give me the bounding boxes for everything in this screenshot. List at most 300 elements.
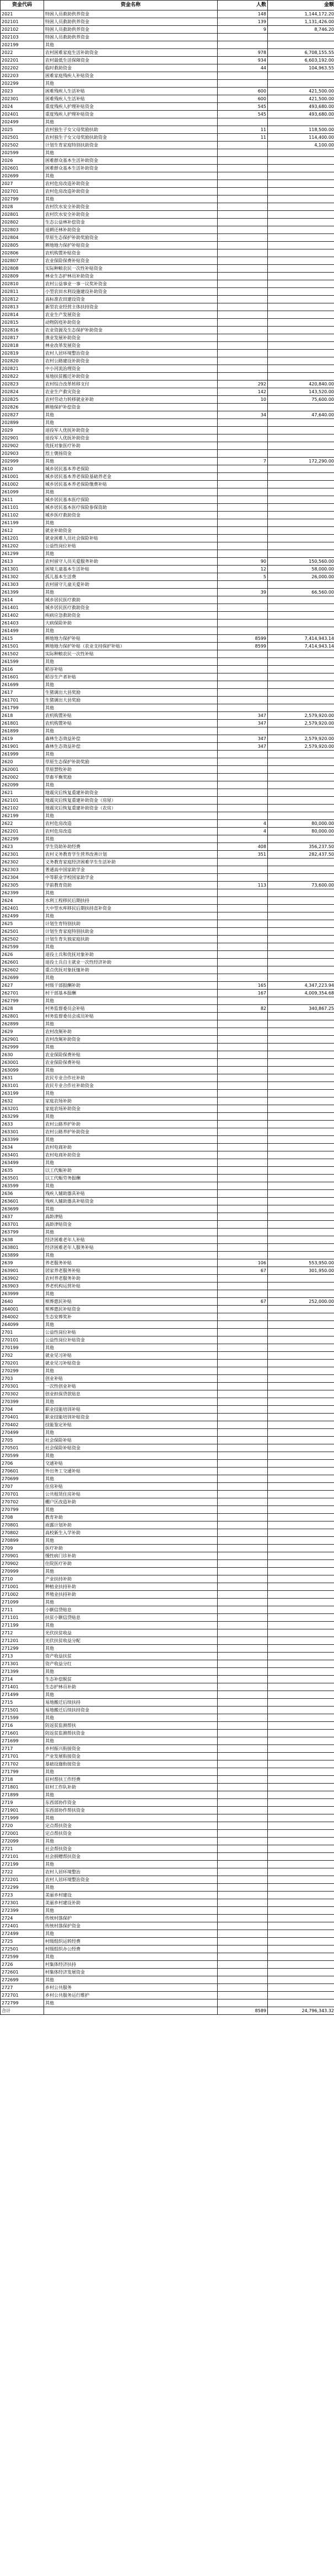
cell-code: 2610 [1, 465, 44, 473]
cell-count [218, 1329, 268, 1336]
cell-count [218, 1660, 268, 1668]
cell-count [218, 1575, 268, 1583]
cell-code: 271401 [1, 1683, 44, 1691]
cell-count: 148 [218, 10, 268, 18]
cell-count [218, 1845, 268, 1853]
cell-count [218, 1614, 268, 1622]
table-row [1, 1568, 334, 1575]
cell-count [218, 959, 268, 966]
cell-name: 其他 [44, 1044, 218, 1051]
cell-count: 39 [218, 589, 268, 596]
cell-count [218, 1182, 268, 1190]
cell-amount [268, 1452, 334, 1460]
cell-code: 271501 [1, 1707, 44, 1714]
table-row [1, 1622, 334, 1629]
cell-amount [268, 1313, 334, 1321]
cell-amount: 80,000.00 [268, 828, 334, 835]
cell-code: 270899 [1, 1537, 44, 1545]
cell-code: 270499 [1, 1429, 44, 1437]
table-row [1, 41, 334, 49]
cell-code: 271101 [1, 1614, 44, 1622]
cell-name: 扶贫小额信贷贴息 [44, 1614, 218, 1622]
table-row [1, 149, 334, 157]
table-row [1, 1082, 334, 1090]
cell-code: 261303 [1, 581, 44, 589]
cell-name: 疾病应急救助资金 [44, 612, 218, 619]
cell-name: 农业资源及生态保护补助资金 [44, 327, 218, 334]
cell-amount [268, 165, 334, 172]
cell-code: 261999 [1, 751, 44, 758]
cell-code: 2624 [1, 897, 44, 905]
cell-amount [268, 805, 334, 812]
cell-name: 水利工程移民后期扶持 [44, 897, 218, 905]
cell-code: 261299 [1, 550, 44, 558]
table-row [1, 273, 334, 280]
cell-count [218, 550, 268, 558]
table-row [1, 1290, 334, 1298]
table-row [1, 1213, 334, 1221]
cell-count: 600 [218, 88, 268, 95]
cell-count: 11 [218, 134, 268, 142]
cell-count [218, 1406, 268, 1414]
cell-count [218, 1390, 268, 1398]
cell-code: 202202 [1, 64, 44, 72]
cell-code: 2623 [1, 843, 44, 851]
table-row [1, 1645, 334, 1653]
cell-count [218, 1128, 268, 1136]
cell-code: 261501 [1, 643, 44, 650]
cell-name: 其他 [44, 1714, 218, 1722]
cell-count [218, 242, 268, 249]
cell-amount: 493,680.00 [268, 103, 334, 111]
cell-count [218, 1213, 268, 1221]
cell-amount [268, 1252, 334, 1259]
cell-amount [268, 450, 334, 458]
cell-count [218, 1444, 268, 1452]
cell-count: 347 [218, 712, 268, 720]
table-row [1, 1190, 334, 1198]
cell-amount [268, 1622, 334, 1629]
cell-count [218, 1421, 268, 1429]
cell-name: 其他 [44, 974, 218, 982]
cell-code: 202821 [1, 365, 44, 373]
cell-amount [268, 1768, 334, 1776]
cell-code: 202813 [1, 303, 44, 311]
table-row [1, 280, 334, 288]
cell-count [218, 774, 268, 781]
cell-count [218, 249, 268, 257]
cell-amount [268, 951, 334, 959]
cell-name: 就业见习补贴资金 [44, 1360, 218, 1367]
cell-amount [268, 1506, 334, 1514]
cell-amount: 421,500.00 [268, 88, 334, 95]
cell-amount [268, 1097, 334, 1105]
header-amount: 金额 [268, 1, 334, 10]
table-row [1, 419, 334, 427]
cell-amount: 66,560.00 [268, 589, 334, 596]
cell-amount [268, 1868, 334, 1876]
cell-amount: 143,520.00 [268, 388, 334, 396]
cell-name: 特困人员救助供养资金 [44, 26, 218, 34]
cell-code: 272201 [1, 1876, 44, 1884]
cell-count [218, 1290, 268, 1298]
cell-code: 2639 [1, 1259, 44, 1267]
cell-amount [268, 1676, 334, 1683]
cell-count [218, 211, 268, 219]
cell-code: 262299 [1, 835, 44, 843]
cell-count [218, 1236, 268, 1244]
cell-name: 农机购置补贴 [44, 720, 218, 727]
table-row [1, 1498, 334, 1506]
cell-code: 262002 [1, 774, 44, 781]
cell-code: 202599 [1, 149, 44, 157]
cell-count [218, 951, 268, 959]
cell-count: 292 [218, 381, 268, 388]
cell-amount [268, 781, 334, 789]
cell-code: 202299 [1, 80, 44, 88]
table-row [1, 180, 334, 188]
cell-count [218, 1992, 268, 1999]
table-row [1, 1768, 334, 1776]
table-row [1, 1406, 334, 1414]
cell-code: 2638 [1, 1236, 44, 1244]
cell-amount [268, 1830, 334, 1838]
cell-code: 271702 [1, 1760, 44, 1768]
table-row [1, 1791, 334, 1799]
table-row [1, 142, 334, 149]
cell-amount [268, 296, 334, 303]
cell-amount [268, 1521, 334, 1529]
cell-count: 67 [218, 1298, 268, 1306]
cell-count [218, 219, 268, 226]
cell-code: 202301 [1, 95, 44, 103]
cell-count [218, 1306, 268, 1313]
cell-code: 202824 [1, 388, 44, 396]
cell-name: 小型农田水利设施建设补助资金 [44, 288, 218, 296]
table-row [1, 288, 334, 296]
table-row [1, 1760, 334, 1768]
cell-count [218, 512, 268, 519]
cell-code: 2024 [1, 103, 44, 111]
cell-amount: 356,237.50 [268, 843, 334, 851]
cell-code: 272001 [1, 1830, 44, 1838]
cell-amount [268, 1144, 334, 1151]
cell-amount [268, 1876, 334, 1884]
table-row [1, 242, 334, 249]
cell-code: 262502 [1, 936, 44, 943]
cell-code: 202499 [1, 118, 44, 126]
cell-amount [268, 1814, 334, 1822]
cell-amount [268, 1606, 334, 1614]
cell-count [218, 912, 268, 920]
cell-amount [268, 673, 334, 681]
cell-name: 重度残疾人护理补贴资金 [44, 103, 218, 111]
cell-code: 2625 [1, 920, 44, 928]
cell-count: 7 [218, 458, 268, 465]
cell-code: 2613 [1, 558, 44, 566]
table-row [1, 812, 334, 820]
cell-name: 退役军人优抚补助资金 [44, 427, 218, 434]
cell-count [218, 527, 268, 535]
cell-amount [268, 1013, 334, 1020]
cell-name: 农村人居环境整治 [44, 1868, 218, 1876]
table-row [1, 450, 334, 458]
cell-amount [268, 1714, 334, 1722]
table-row [1, 1121, 334, 1128]
cell-count [218, 1105, 268, 1113]
cell-count [218, 812, 268, 820]
cell-count [218, 704, 268, 712]
cell-name: 生态公益林补偿资金 [44, 219, 218, 226]
cell-name: 农村电商补助 [44, 1144, 218, 1151]
cell-count [218, 519, 268, 527]
table-row [1, 1637, 334, 1645]
table-row [1, 1545, 334, 1552]
cell-name: 其他 [44, 704, 218, 712]
table-row [1, 519, 334, 527]
cell-code: 261302 [1, 573, 44, 581]
cell-code: 262601 [1, 959, 44, 966]
table-row [1, 1907, 334, 1915]
cell-code: 202502 [1, 142, 44, 149]
cell-code: 271801 [1, 1784, 44, 1791]
cell-count [218, 118, 268, 126]
cell-code: 202814 [1, 311, 44, 319]
cell-count [218, 1097, 268, 1105]
cell-code: 271999 [1, 1814, 44, 1822]
cell-name: 其他 [44, 1599, 218, 1606]
cell-amount: 104,963.55 [268, 64, 334, 72]
cell-name: 计划生育家庭特别扶助资金 [44, 142, 218, 149]
cell-code: 270599 [1, 1452, 44, 1460]
cell-code: 261599 [1, 658, 44, 666]
cell-amount [268, 427, 334, 434]
cell-name: 农业保险保费补贴 [44, 1051, 218, 1059]
cell-code: 261101 [1, 504, 44, 512]
cell-code: 202203 [1, 72, 44, 80]
cell-code: 2619 [1, 735, 44, 743]
cell-count [218, 1059, 268, 1067]
table-row [1, 735, 334, 743]
cell-count [218, 1313, 268, 1321]
cell-name: 高校新生入学补助 [44, 1529, 218, 1537]
cell-count [218, 327, 268, 334]
cell-name: 学前教育资助 [44, 882, 218, 889]
cell-amount [268, 1999, 334, 2007]
cell-name: 退役士兵自主就业一次性经济补助 [44, 959, 218, 966]
cell-amount [268, 319, 334, 327]
table-row [1, 627, 334, 635]
cell-code: 263101 [1, 1082, 44, 1090]
cell-amount [268, 1807, 334, 1814]
cell-amount: 252,000.00 [268, 1298, 334, 1306]
table-row [1, 689, 334, 697]
cell-count [218, 1282, 268, 1290]
table-row [1, 458, 334, 465]
cell-name: 城乡居民医疗救助资金 [44, 604, 218, 612]
cell-count: 106 [218, 1259, 268, 1267]
cell-count [218, 1028, 268, 1036]
cell-count [218, 1599, 268, 1606]
cell-amount [268, 1175, 334, 1182]
cell-name: 美丽乡村建设补助 [44, 1899, 218, 1907]
cell-code: 261102 [1, 512, 44, 519]
cell-code: 263499 [1, 1159, 44, 1167]
cell-amount [268, 195, 334, 203]
cell-code: 2026 [1, 157, 44, 165]
cell-count [218, 1144, 268, 1151]
cell-name: 村务监督委员会成员补贴 [44, 1013, 218, 1020]
cell-amount [268, 751, 334, 758]
cell-code: 202810 [1, 280, 44, 288]
table-row [1, 1306, 334, 1313]
cell-count [218, 1560, 268, 1568]
cell-amount [268, 581, 334, 589]
cell-count: 545 [218, 111, 268, 118]
cell-count [218, 1853, 268, 1861]
cell-name: 定点帮扶资金 [44, 1822, 218, 1830]
cell-code: 202201 [1, 57, 44, 64]
cell-count [218, 889, 268, 897]
cell-name: 优抚对象医疗补助 [44, 442, 218, 450]
cell-name [44, 2007, 218, 2015]
cell-name: 特困人员救助供养资金 [44, 10, 218, 18]
table-row [1, 789, 334, 797]
cell-count [218, 619, 268, 627]
cell-name: 小额信贷贴息 [44, 1606, 218, 1614]
cell-code: 263099 [1, 1067, 44, 1074]
cell-amount: 4,347,223.94 [268, 982, 334, 990]
table-row [1, 1236, 334, 1244]
cell-name: 驻村工作队补助 [44, 1784, 218, 1791]
cell-name: 资产收益扶贫 [44, 1653, 218, 1660]
cell-count [218, 673, 268, 681]
cell-code: 2709 [1, 1545, 44, 1552]
table-row [1, 1876, 334, 1884]
cell-name: 重点优抚对象抚恤补助 [44, 966, 218, 974]
cell-name: 耕地地力保护补贴（农业支持保护补贴） [44, 643, 218, 650]
table-row [1, 1036, 334, 1044]
cell-code: 271699 [1, 1737, 44, 1745]
cell-code: 202827 [1, 411, 44, 419]
cell-count [218, 319, 268, 327]
table-row [1, 195, 334, 203]
table-row [1, 1676, 334, 1683]
cell-code: 261502 [1, 650, 44, 658]
cell-code: 2722 [1, 1868, 44, 1876]
cell-count [218, 1136, 268, 1144]
cell-name: 其他 [44, 550, 218, 558]
cell-code: 2718 [1, 1776, 44, 1784]
cell-name: 学生资助补助经费 [44, 843, 218, 851]
cell-count [218, 1776, 268, 1784]
table-row [1, 1198, 334, 1205]
cell-amount [268, 1984, 334, 1992]
cell-amount [268, 350, 334, 357]
cell-name: 义务教育家庭经济困难学生生活补助 [44, 858, 218, 866]
cell-count [218, 1429, 268, 1437]
cell-code: 2712 [1, 1629, 44, 1637]
cell-count: 139 [218, 18, 268, 26]
cell-amount: 282,437.50 [268, 851, 334, 858]
cell-amount [268, 357, 334, 365]
cell-amount [268, 1036, 334, 1044]
table-row [1, 581, 334, 589]
cell-count [218, 542, 268, 550]
cell-name: 村集体经济扶持 [44, 1961, 218, 1969]
table-row [1, 1074, 334, 1082]
cell-count [218, 1244, 268, 1252]
table-row [1, 712, 334, 720]
cell-name: 其他 [44, 1136, 218, 1144]
cell-count: 113 [218, 882, 268, 889]
cell-name: 森林生态效益补偿 [44, 735, 218, 743]
table-row [1, 427, 334, 434]
cell-name: 其他 [44, 1953, 218, 1961]
cell-code: 2726 [1, 1961, 44, 1969]
cell-code: 272799 [1, 1999, 44, 2007]
cell-name: 传统村落保护 [44, 1915, 218, 1922]
cell-amount [268, 1498, 334, 1506]
cell-name: 其他 [44, 1999, 218, 2007]
table-row [1, 234, 334, 242]
cell-code: 262799 [1, 997, 44, 1005]
cell-name: 社会帮扶资金 [44, 1845, 218, 1853]
cell-count [218, 180, 268, 188]
cell-code: 202501 [1, 134, 44, 142]
cell-name: 烈士褒扬资金 [44, 450, 218, 458]
table-row [1, 80, 334, 88]
cell-count [218, 419, 268, 427]
cell-name: 经济困难老年人补贴 [44, 1236, 218, 1244]
cell-name: 农村人居环境整治资金 [44, 350, 218, 357]
cell-code: 202806 [1, 249, 44, 257]
table-row [1, 1992, 334, 1999]
cell-code: 270901 [1, 1552, 44, 1560]
cell-amount [268, 1653, 334, 1660]
cell-amount [268, 41, 334, 49]
cell-name: 其他 [44, 411, 218, 419]
cell-code: 2615 [1, 635, 44, 643]
table-row [1, 334, 334, 342]
cell-name: 其他 [44, 1229, 218, 1236]
cell-count [218, 789, 268, 797]
cell-count [218, 1375, 268, 1383]
cell-code: 202815 [1, 319, 44, 327]
cell-name: 居家养老服务补贴 [44, 1267, 218, 1275]
table-row [1, 990, 334, 997]
cell-name: 其他 [44, 41, 218, 49]
table-row [1, 496, 334, 504]
cell-code: 270401 [1, 1414, 44, 1421]
cell-amount [268, 1884, 334, 1892]
table-row [1, 1329, 334, 1336]
table-row [1, 835, 334, 843]
table-row [1, 1205, 334, 1213]
cell-count [218, 1714, 268, 1722]
table-row [1, 1776, 334, 1784]
header-name: 资金名称 [44, 1, 218, 10]
cell-count: 347 [218, 735, 268, 743]
cell-code: 261399 [1, 589, 44, 596]
cell-amount [268, 612, 334, 619]
cell-amount: 4,100.00 [268, 142, 334, 149]
cell-code: 202799 [1, 195, 44, 203]
cell-code: 263903 [1, 1282, 44, 1290]
cell-amount [268, 273, 334, 280]
cell-amount [268, 897, 334, 905]
cell-code: 264002 [1, 1313, 44, 1321]
